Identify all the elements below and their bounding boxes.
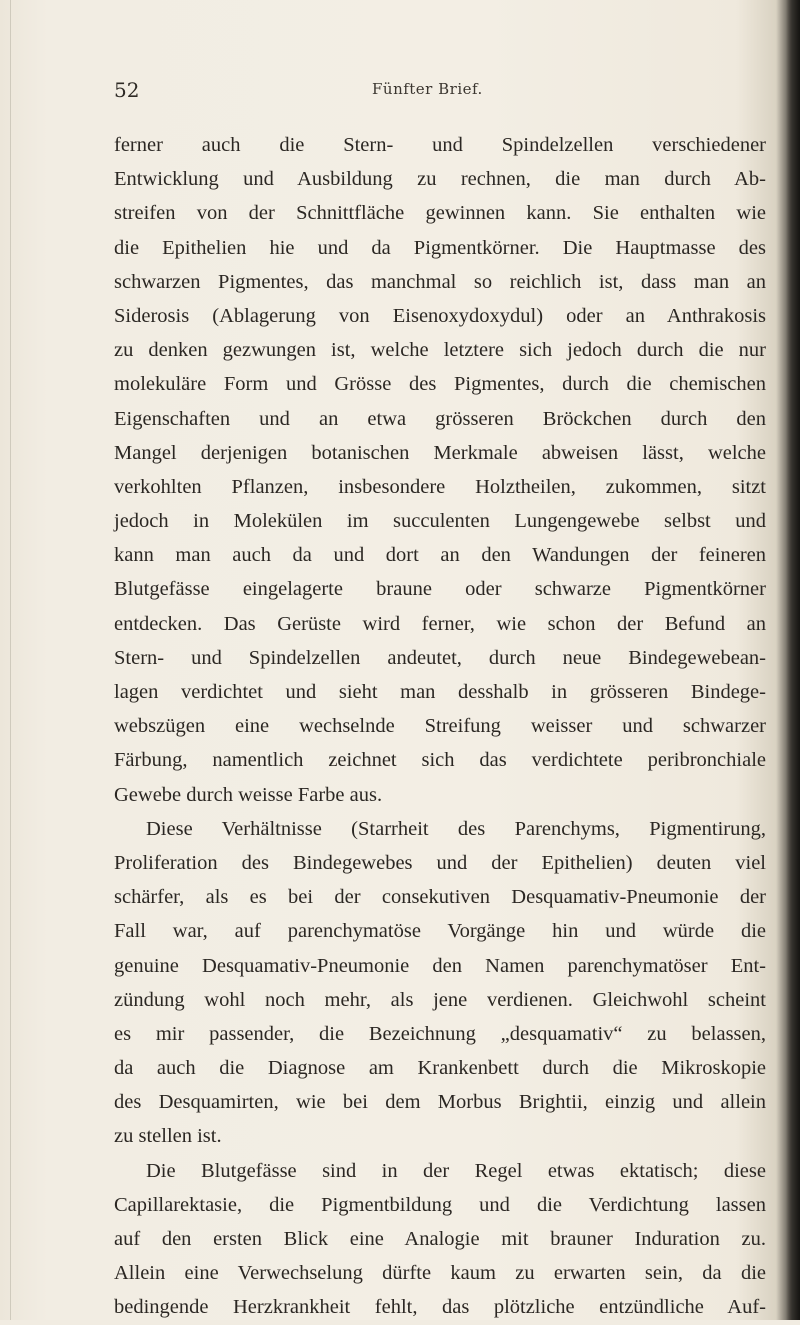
text-line: Entwicklung und Ausbildung zu rechnen, die man durch Ab- <box>114 168 766 191</box>
text-line: zu denken gezwungen ist, welche letztere sich jedoch durch die nur <box>114 339 766 362</box>
text-line: zündung wohl noch mehr, als jene verdienen. Gleichwohl scheint <box>114 988 766 1011</box>
text-line: jedoch in Molekülen im succulenten Lungengewebe selbst und <box>114 510 766 533</box>
text-line: es mir passender, die Bezeichnung „desquamativ“ zu belassen, <box>114 1022 766 1045</box>
text-line: schwarzen Pigmentes, das manchmal so reichlich ist, dass man an <box>114 270 766 293</box>
text-line: Capillarektasie, die Pigmentbildung und die Verdichtung lassen <box>114 1193 766 1216</box>
text-line: Stern- und Spindelzellen andeutet, durch neue Bindegewebean- <box>114 646 766 669</box>
page-margin-line <box>10 0 11 1320</box>
page-number: 52 <box>114 78 140 102</box>
text-line: entdecken. Das Gerüste wird ferner, wie schon der Befund an <box>114 612 766 635</box>
paragraph-start-line: Die Blutgefässe sind in der Regel etwas ektatisch; diese <box>146 1159 766 1182</box>
text-line: auf den ersten Blick eine Analogie mit brauner Induration zu. <box>114 1228 766 1250</box>
paragraph-end-line: Gewebe durch weisse Farbe aus. <box>114 783 383 806</box>
text-line: Fall war, auf parenchymatöse Vorgänge hin und würde die <box>114 920 766 943</box>
running-head: Fünfter Brief. <box>372 80 483 98</box>
text-line: webszügen eine wechselnde Streifung weisser und schwarzer <box>114 715 766 738</box>
text-line: bedingende Herzkrankheit fehlt, das plötzliche entzündliche Auf- <box>114 1296 766 1319</box>
text-line: molekuläre Form und Grösse des Pigmentes, durch die chemischen <box>114 373 766 396</box>
text-line: streifen von der Schnittfläche gewinnen kann. Sie enthalten wie <box>114 202 766 225</box>
text-line: Mangel derjenigen botanischen Merkmale abweisen lässt, welche <box>114 441 766 464</box>
text-line: Blutgefässe eingelagerte braune oder schwarze Pigmentkörner <box>114 578 766 601</box>
paragraph-start-line: Diese Verhältnisse (Starrheit des Parenchyms, Pigmentirung, <box>146 817 766 840</box>
text-line: Proliferation des Bindegewebes und der Epithelien) deuten viel <box>114 851 766 874</box>
text-line: Siderosis (Ablagerung von Eisenoxydoxydul) oder an Anthrakosis <box>114 304 766 327</box>
text-line: verkohlten Pflanzen, insbesondere Holztheilen, zukommen, sitzt <box>114 475 766 498</box>
body-text <box>114 128 766 1325</box>
text-line: Eigenschaften und an etwa grösseren Bröckchen durch den <box>114 407 766 430</box>
page-header <box>114 78 774 108</box>
text-line: ferner auch die Stern- und Spindelzellen verschiedener <box>114 134 766 156</box>
text-line: Allein eine Verwechselung dürfte kaum zu erwarten sein, da die <box>114 1262 766 1285</box>
text-line: genuine Desquamativ-Pneumonie den Namen parenchymatöser Ent- <box>114 954 766 977</box>
text-line: schärfer, als es bei der consekutiven Desquamativ-Pneumonie der <box>114 886 766 909</box>
text-line: Färbung, namentlich zeichnet sich das verdichtete peribronchiale <box>114 749 766 772</box>
paragraph-end-line: zu stellen ist. <box>114 1125 222 1148</box>
text-line: da auch die Diagnose am Krankenbett durch die Mikroskopie <box>114 1057 766 1080</box>
page-edge-shadow <box>786 0 800 1320</box>
text-line: die Epithelien hie und da Pigmentkörner. Die Hauptmasse des <box>114 236 766 259</box>
text-line: lagen verdichtet und sieht man desshalb in grösseren Bindege- <box>114 681 766 703</box>
text-line: kann man auch da und dort an den Wandungen der feineren <box>114 544 766 567</box>
text-line: des Desquamirten, wie bei dem Morbus Brightii, einzig und allein <box>114 1091 766 1114</box>
